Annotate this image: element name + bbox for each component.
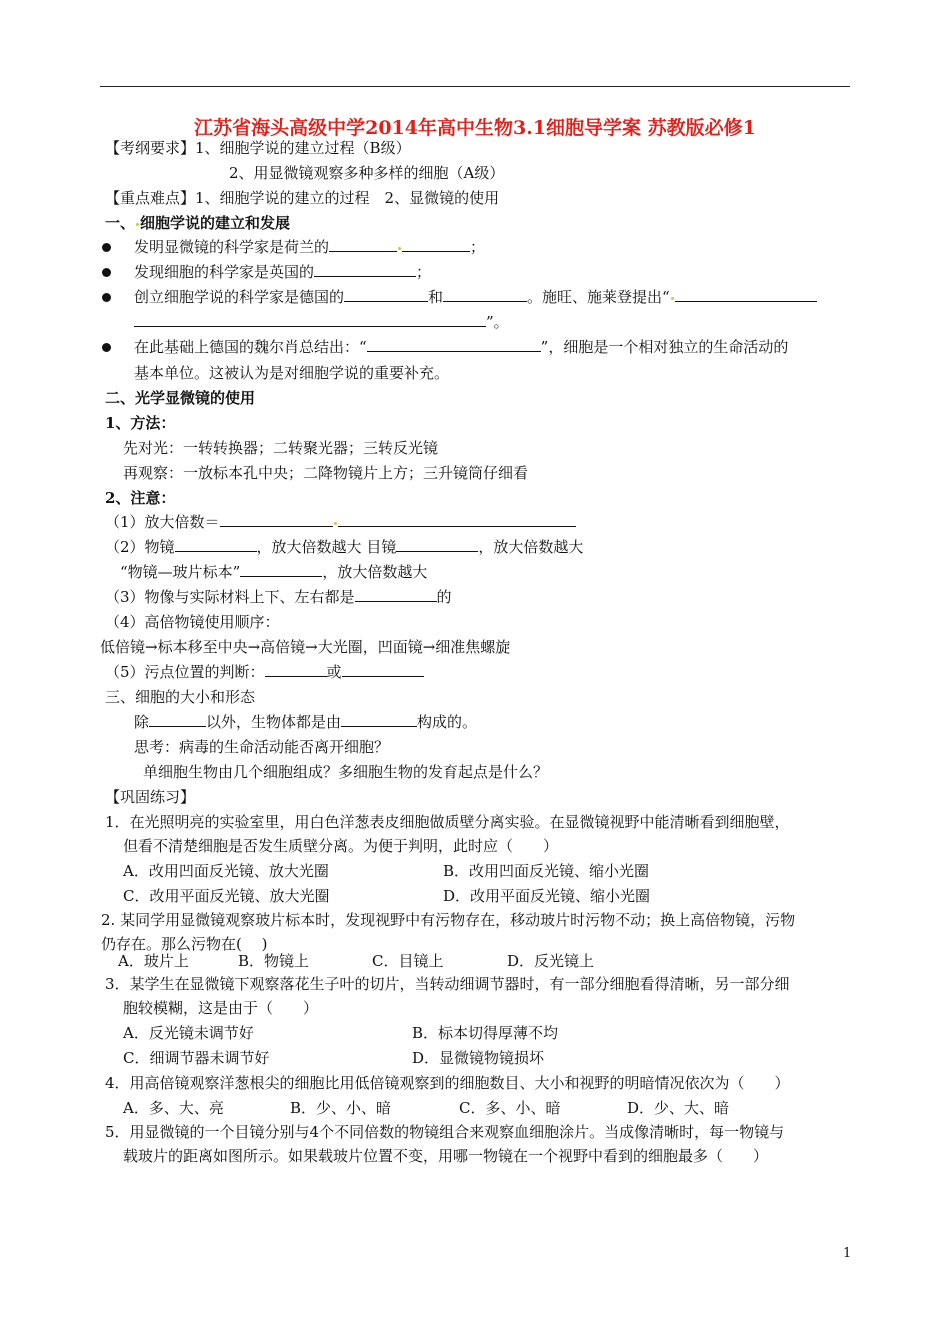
section-2-heading: 二、光学显微镜的使用 <box>105 389 256 407</box>
note-3: （3）物像与实际材料上下、左右都是 的 <box>105 588 452 606</box>
note-4-sequence: 低倍镜→标本移至中央→高倍镜→大光圈，凹面镜→细准焦螺旋 <box>100 638 511 656</box>
header-rule <box>100 86 850 87</box>
bullet-1: 发明显微镜的科学家是荷兰的 ； <box>134 238 486 256</box>
stray-mark <box>398 247 401 250</box>
question-1-cont: 但看不清楚细胞是否发生质壁分离。为便于判明，此时应（ ） <box>123 837 559 855</box>
fill-blank[interactable] <box>149 712 206 727</box>
fill-blank[interactable] <box>402 237 470 252</box>
section-3-line-2: 思考：病毒的生命活动能否离开细胞？ <box>134 738 390 756</box>
question-2-option-a: A．玻片上 <box>118 952 189 970</box>
bullet-4-cont: 基本单位。这被认为是对细胞学说的重要补充。 <box>134 364 450 382</box>
question-3-option-a: A．反光镜未调节好 <box>123 1024 254 1042</box>
fill-blank[interactable] <box>314 262 416 277</box>
stray-mark <box>136 223 139 226</box>
requirements-tag: 【考纲要求】 <box>105 139 196 157</box>
question-4-option-b: B．少、小、暗 <box>290 1099 392 1117</box>
question-3-cont: 胞较模糊，这是由于（ ） <box>123 999 319 1017</box>
fill-blank[interactable] <box>396 537 478 552</box>
fill-blank[interactable] <box>175 537 257 552</box>
bullet-4: 在此基础上德国的魏尔肖总结出：“ ”，细胞是一个相对独立的生命活动的 <box>134 338 789 356</box>
fill-blank[interactable] <box>265 662 327 677</box>
page-title: 江苏省海头高级中学2014年高中生物3.1细胞导学案 苏教版必修1 <box>194 117 756 139</box>
note-2-cont: “物镜—玻片标本” ，放大倍数越大 <box>120 563 428 581</box>
note-2: （2）物镜 ，放大倍数越大 目镜 ，放大倍数越大 <box>105 538 584 556</box>
requirements-item-1: 1、细胞学说的建立过程（B级） <box>195 139 411 157</box>
bullet-icon <box>102 293 111 302</box>
practice-heading: 【巩固练习】 <box>105 788 196 806</box>
question-5-cont: 载玻片的距离如图所示。如果载玻片位置不变，用哪一物镜在一个视野中看到的细胞最多（ ） <box>123 1147 769 1165</box>
page-number: 1 <box>843 1246 852 1261</box>
fill-blank[interactable] <box>341 712 417 727</box>
note-5: （5）污点位置的判断： 或 <box>105 662 424 682</box>
question-5: 5．用显微镜的一个目镜分别与4个不同倍数的物镜组合来观察血细胞涂片。当成像清晰时，每一物镜与 <box>105 1123 785 1141</box>
fill-blank[interactable] <box>240 562 322 577</box>
question-1: 1．在光照明亮的实验室里，用白色洋葱表皮细胞做质壁分离实验。在显微镜视野中能清晰看到细胞壁， <box>105 813 790 831</box>
question-1-option-b: B．改用凹面反光镜、缩小光圈 <box>443 862 650 880</box>
bullet-icon <box>102 268 111 277</box>
key-points-line <box>105 188 499 208</box>
question-4: 4．用高倍镜观察洋葱根尖的细胞比用低倍镜观察到的细胞数目、大小和视野的明暗情况依次为（ ） <box>105 1074 790 1092</box>
fill-blank[interactable] <box>338 512 576 527</box>
note-1: （1）放大倍数＝ <box>105 512 576 532</box>
fill-blank[interactable] <box>342 662 424 677</box>
fill-blank[interactable] <box>675 287 817 302</box>
fill-blank[interactable] <box>329 237 397 252</box>
fill-blank[interactable] <box>443 287 527 302</box>
question-3: 3．某学生在显微镜下观察落花生子叶的切片，当转动细调节器时，有一部分细胞看得清晰，另一部分细 <box>105 975 790 993</box>
bullet-3-cont: ”。 <box>134 312 509 332</box>
bullet-3: 创立细胞学说的科学家是德国的 和 。施旺、施莱登提出“ <box>134 287 817 307</box>
key-points-tag: 【重点难点】 <box>105 189 196 207</box>
section-3-line-3: 单细胞生物由几个细胞组成？多细胞生物的发育起点是什么？ <box>143 763 549 781</box>
question-2: 2. 某同学用显微镜观察玻片标本时，发现视野中有污物存在，移动玻片时污物不动；换上高倍物镜，污物 <box>101 911 796 929</box>
section-1-heading: 一、 细胞学说的建立和发展 <box>105 214 291 232</box>
section-3-line-1: 除 以外，生物体都是由 构成的。 <box>134 713 478 731</box>
question-4-option-d: D．少、大、暗 <box>627 1099 730 1117</box>
question-1-option-a: A．改用凹面反光镜、放大光圈 <box>123 862 329 880</box>
fill-blank[interactable] <box>220 512 333 527</box>
notes-heading: 2、注意： <box>105 489 176 507</box>
question-2-option-d: D．反光镜上 <box>507 952 595 970</box>
stray-mark <box>671 297 674 300</box>
key-points-text: 1、细胞学说的建立的过程 2、显微镜的使用 <box>195 189 500 207</box>
question-3-option-d: D．显微镜物镜损坏 <box>412 1049 545 1067</box>
question-1-option-d: D．改用平面反光镜、缩小光圈 <box>443 887 651 905</box>
question-3-option-c: C．细调节器未调节好 <box>123 1049 270 1067</box>
requirements-item-2: 2、用显微镜观察多种多样的细胞（A级） <box>229 164 505 182</box>
question-4-option-c: C．多、小、暗 <box>459 1099 561 1117</box>
question-4-option-a: A．多、大、亮 <box>123 1099 224 1117</box>
bullet-icon <box>102 343 111 352</box>
question-3-option-b: B．标本切得厚薄不均 <box>412 1024 559 1042</box>
method-step-2: 再观察：一放标本孔中央；二降物镜片上方；三升镜筒仔细看 <box>123 464 529 482</box>
method-step-1: 先对光：一转转换器；二转聚光器；三转反光镜 <box>123 439 439 457</box>
fill-blank[interactable] <box>344 287 428 302</box>
method-heading: 1、方法： <box>105 414 176 432</box>
stray-mark <box>334 522 337 525</box>
question-2-option-b: B．物镜上 <box>238 952 310 970</box>
question-1-option-c: C．改用平面反光镜、放大光圈 <box>123 887 330 905</box>
fill-blank[interactable] <box>367 337 541 352</box>
section-3-heading: 三、细胞的大小和形态 <box>105 688 256 706</box>
question-2-option-c: C．目镜上 <box>372 952 444 970</box>
bullet-icon <box>102 243 111 252</box>
question-2-cont: 仍存在。那么污物在( ) <box>101 935 268 953</box>
note-4: （4）高倍物镜使用顺序： <box>105 613 280 631</box>
fill-blank[interactable] <box>355 587 437 602</box>
fill-blank[interactable] <box>134 312 486 327</box>
requirements-line-1 <box>105 138 411 158</box>
bullet-2: 发现细胞的科学家是英国的 ； <box>134 263 432 281</box>
